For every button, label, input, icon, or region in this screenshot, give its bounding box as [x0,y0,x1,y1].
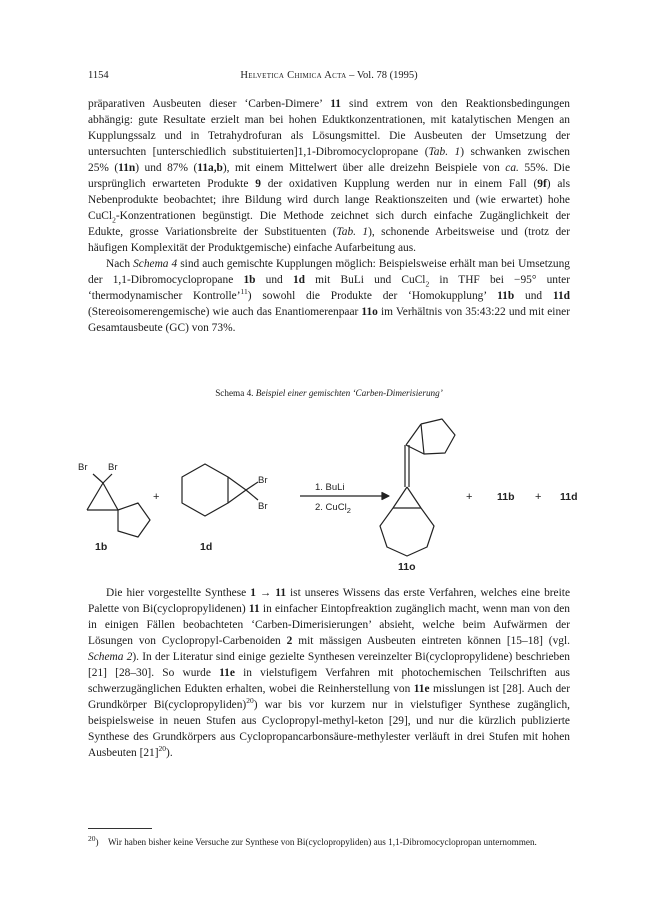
text-run: ) und 87% ( [135,162,198,174]
subscript: 2 [112,215,116,225]
compound-ref: 11b [497,290,515,302]
text-run: der oxidativen Kupplung werden nur in einem Fall ( [260,178,538,190]
reaction-scheme-drawing [0,400,648,580]
bond [93,474,103,483]
footnote-text: Wir haben bisher keine Versuche zur Synthese von Bi(cyclopropyliden) aus 1,1-Dibromocyclopropan unternommen. [108,837,537,847]
label-1d: 1d [200,541,213,553]
plus-sign: + [153,491,160,503]
compound-ref: 11 [330,98,341,110]
label-11o: 11o [398,561,416,573]
text-run: ) als Nebenprodukte beobachtet; ihre Bildung wird durch lange Reaktionszeiten und (wie erwartet) hohe CuCl [88,178,571,222]
arrowhead [382,493,389,500]
text-run: ) war bis vor kurzem nur in vielstufiger Synthese zugänglich, beispielsweise in neuen Stufen aus Cyclopropyl-methyl-keton [29], und nur die kürzlich publizierte Synthese des Grundkörpers aus Cyclopropancarbonsäure-methylester verläuft in drei Stufen mit hohen Ausbeuten [21] [88,699,571,759]
bond [246,482,258,490]
bond [393,487,407,508]
text-run: ), mit einem Mittelwert über alle dreizehn Beispiele von [222,162,506,174]
footnote-paren: ) [95,837,99,847]
footnote-number-sup: 20 [88,833,96,843]
text-run: misslungen ist [28]. Auch der Grundkörper Bi(cyclopropyliden) [88,683,570,711]
text-run: ). In der Literatur sind einige gezielte Synthesen vereinzelter Bi(cyclopropylidene) beschrieben [21] [28–30]. So wurde [88,651,570,679]
bond [228,477,246,490]
footnote-divider [88,828,152,829]
footnote-ref: 11 [240,287,248,297]
compound-ref: 11o [361,306,378,318]
text-run: in vielstufigem Verfahren mit photochemischen Teilschriften aus schwerzugänglichen Edukten erhalten, wobei die Reinherstellung von [88,667,570,695]
paragraph-1 [88,96,570,256]
bond [103,474,112,483]
journal-volume: – Vol. 78 (1995) [346,70,418,81]
compound-ref: 11 [248,603,260,615]
footnote-number [88,833,99,849]
compound-ref: 11e [219,667,235,679]
bromine-label: Br [108,462,118,473]
compound-ref: 2 [286,635,293,647]
table-ref: Tab. 1 [428,146,461,158]
text-run: ist unseres Wissens das erste Verfahren, welches eine breite Palette von Bi(cyclopropylidenen) [88,587,570,615]
subscript: 2 [425,279,430,289]
journal-name: Helvetica Chimica Acta [240,70,347,81]
journal-title [88,70,570,81]
footnote-ref: 20 [158,744,167,754]
reagent-2-text: 2. CuCl [315,502,347,513]
reagent-2-subscript: 2 [346,506,351,515]
bromine-label: Br [258,501,268,512]
reagent-1: 1. BuLi [315,482,345,493]
text-run: in einfacher Eintopfreaktion zugänglich macht, wenn man von den in einigen Fällen beobachteten ‘Carben-Dimerisierungen’ absieht, welche beim Aufwärmen der Lösungen von Cyclopropyl-Carbenoiden [88,603,570,647]
text-run: 55%. Die ursprünglich erwarteten Produkte [88,162,570,190]
text-run: sind auch gemischte Kupplungen möglich: Beispielsweise erhält man bei Umsetzung der 1,1-Dibromocyclopropane [88,258,570,286]
text-run: mit mässigen Ausbeuten eintreten können [15–18] (vgl. [292,635,570,647]
plus-sign: + [535,491,542,503]
bond [87,483,103,510]
compound-ref: 9f [537,178,547,190]
compound-ref: 11d [552,290,570,302]
plus-sign: + [466,491,473,503]
paragraph-2 [88,256,570,336]
text-run: ), schonende Arbeitsweise und (trotz der häufigen Komplexität der Produktgemische) einfache Aufarbeitung aus. [88,226,571,254]
bond [103,483,118,510]
cyclopentane-ring [421,419,455,454]
page-number: 1154 [88,70,109,81]
text-run: in THF bei −95° unter ‘thermodynamischer Kontrolle’ [88,274,571,302]
label-1b: 1b [95,541,108,553]
text-run: und [514,290,553,302]
bond [407,487,421,508]
bromine-label: Br [78,462,88,473]
text-run: Die hier vorgestellte Synthese [106,587,251,599]
compound-ref: 11 [275,587,287,599]
footnote-ref: 20 [246,696,254,706]
molecule-1d [182,464,258,516]
text-run: sind extrem von den Reaktionsbedingungen abhängig: gute Resultate erzielt man bei hohen Eduktkonzentrationen, mit katalytischen Mengen an Kupplungssalz und in Tetrahydrofuran als Lösungsmittel. Die Ausbeuten der Umsetzung der untersuchten [unterschiedlich substituierten]1,1-Dibromocyclopropane ( [88,98,570,158]
text-run: und [255,274,293,286]
compound-ref: 1 [250,587,256,599]
compound-ref: 11e [413,683,430,695]
paragraph-3 [88,585,570,761]
text-run: mit BuLi und CuCl [304,274,426,286]
cyclohexane-ring [182,464,228,516]
label-11d: 11d [560,491,578,503]
molecule-11o [380,419,455,556]
scheme-caption [88,388,570,398]
reagent-2 [315,502,351,515]
text-run-italic: ca. [505,162,519,174]
table-ref: Tab. 1 [336,226,369,238]
footnote [88,833,570,849]
cyclopentane-ring [118,503,150,537]
compound-ref: 1d [292,274,305,286]
scheme-title: Beispiel einer gemischten ‘Carben-Dimerisierung’ [255,388,443,398]
bond [406,424,421,445]
text-run: im Verhältnis von 35:43:22 und mit einer Gesamtausbeute (GC) von 73%. [88,306,570,334]
running-header [88,70,570,86]
compound-ref: 11n [118,162,136,174]
molecule-1b [87,474,150,537]
bond [246,490,258,500]
text-run: ) schwanken zwischen 25% ( [88,146,570,174]
text-run: ). [166,747,173,759]
compound-ref: 11a,b [197,162,223,174]
compound-ref: 1b [243,274,256,286]
text-run: (Stereoisomerengemische) wie auch das Enantiomerenpaar [88,306,362,318]
scheme-ref: Schema 2 [88,651,133,663]
label-11b: 11b [497,491,515,503]
scheme-label: Schema 4. [215,388,254,398]
cyclohexane-ring [380,508,434,556]
text-run: Nach [106,258,134,270]
compound-ref: 9 [255,178,261,190]
text-run: → [255,587,276,599]
bond [228,490,246,503]
text-run: ) sowohl die Produkte der ‘Homokupplung’ [247,290,498,302]
scheme-ref: Schema 4 [133,258,178,270]
text-run: -Konzentrationen begünstigt. Die Methode zeichnet sich durch einfache Zugänglichkeit der Edukte, grosse Variationsbreite der Substituenten ( [88,210,570,238]
bromine-label: Br [258,475,268,486]
text-run: präparativen Ausbeuten dieser ‘Carben-Dimere’ [88,98,331,110]
reaction-scheme [0,400,648,580]
